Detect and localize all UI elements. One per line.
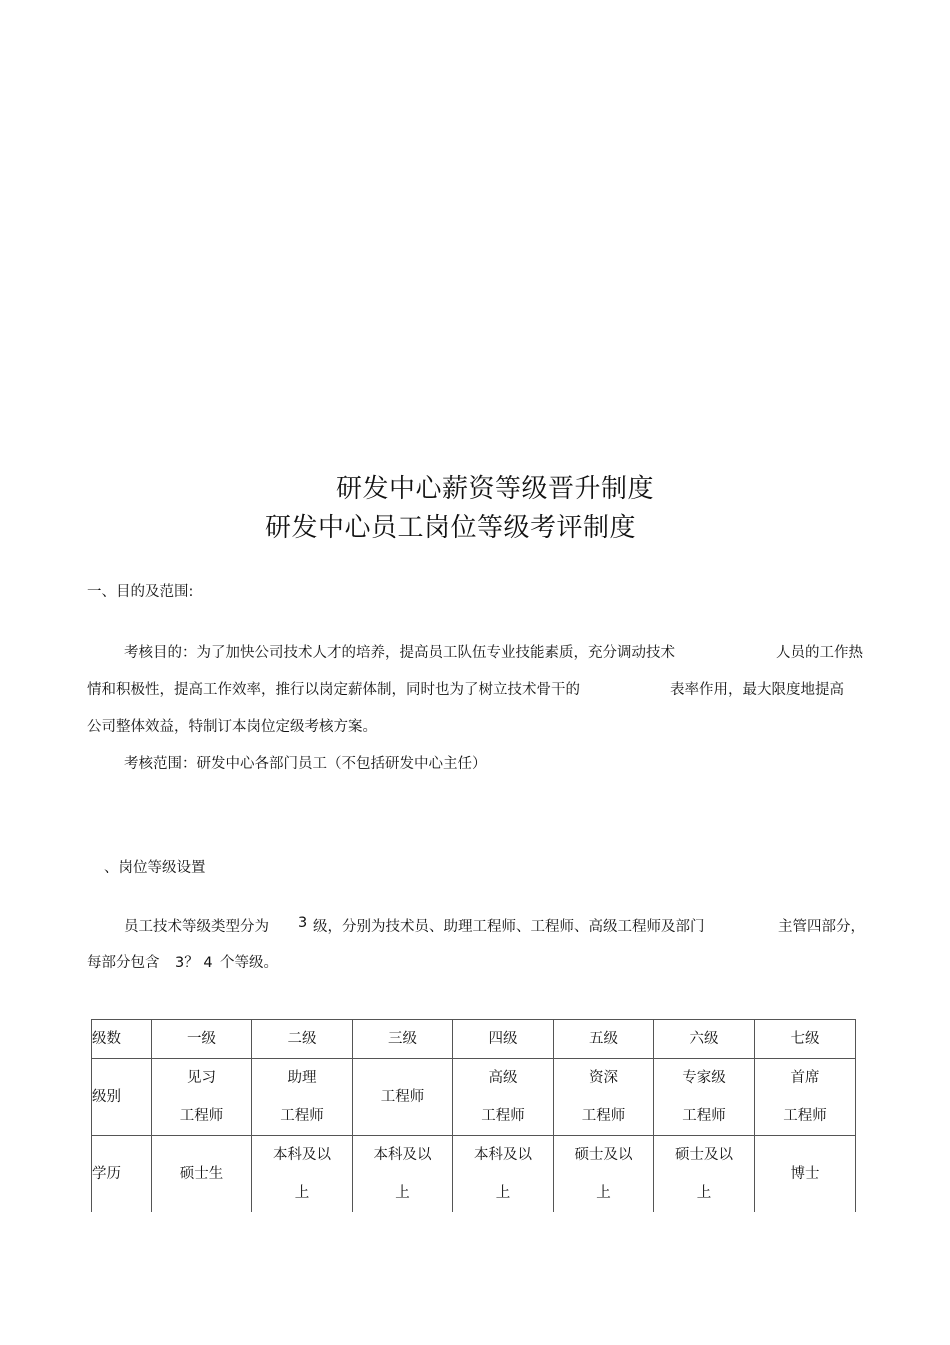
table-cell-text: 硕士生 [179,1166,224,1182]
table-cell [554,1020,654,1059]
table-cell [453,1136,554,1213]
table-cell [252,1059,353,1136]
table-cell-text: 工程师 [783,1108,827,1124]
table-row-header: 学历 [92,1136,152,1213]
table-row [92,1059,856,1136]
table-cell [554,1059,654,1136]
table-cell [453,1020,554,1059]
table-cell-text: 工程师 [179,1108,224,1124]
scope-line: 考核范围：研发中心各部门员工（不包括研发中心主任） [124,756,487,772]
table-cell-text: 工程师 [481,1108,525,1124]
table-cell-text: 上 [294,1185,310,1201]
grade-table [91,1019,856,1212]
section-1-heading: 一、目的及范围: [87,584,194,600]
table-cell-text: 上 [495,1185,511,1201]
table-cell [453,1059,554,1136]
section-2-heading: 、岗位等级设置 [104,860,206,876]
table-cell [755,1059,856,1136]
table-cell-text: 工程师 [581,1108,626,1124]
grade-desc-2a: 每部分包含 [87,955,160,971]
table-cell-text: 上 [696,1185,712,1201]
purpose-line-3: 公司整体效益，特制订本岗位定级考核方案。 [87,719,377,735]
grade-desc-1-num: 3 [298,915,308,931]
table-cell-text: 高级 [488,1070,518,1086]
purpose-line-1a: 考核目的：为了加快公司技术人才的培养，提高员工队伍专业技能素质，充分调动技术 [124,645,675,661]
purpose-line-2a: 情和积极性，提高工作效率，推行以岗定薪体制，同时也为了树立技术骨干的 [87,682,580,698]
table-cell-text: 三级 [388,1031,417,1047]
table-cell-text: 上 [395,1185,410,1201]
grade-desc-2b: 3？ 4 [175,955,213,971]
table-row [92,1136,856,1213]
grade-desc-1c: 主管四部分， [778,919,865,935]
table-cell-text: 本科及以 [373,1147,432,1163]
table-cell [152,1136,252,1213]
grade-desc-2c: 个等级。 [220,955,278,971]
table-cell [152,1059,252,1136]
table-cell-text: 上 [596,1185,611,1201]
table-cell-text: 博士 [790,1166,820,1182]
table-cell [252,1136,353,1213]
table-cell [554,1136,654,1213]
table-row-header: 级别 [92,1059,152,1136]
table-cell-text: 硕士及以 [574,1147,633,1163]
table-row-header: 级数 [92,1020,152,1059]
table-cell [755,1020,856,1059]
table-cell-text: 工程师 [280,1108,324,1124]
table-cell-text: 二级 [287,1031,317,1047]
table-cell [654,1059,755,1136]
table-cell [755,1136,856,1213]
table-cell [353,1136,453,1213]
table-cell-text: 硕士及以 [675,1147,733,1163]
table-cell [353,1020,453,1059]
table-cell-text: 见习 [187,1070,216,1086]
table-cell-text: 一级 [187,1031,216,1047]
table-cell [654,1020,755,1059]
table-cell-text: 七级 [790,1031,820,1047]
table-cell-text: 专家级 [682,1070,726,1086]
table-cell-text: 工程师 [380,1089,425,1105]
table-cell [654,1136,755,1213]
table-cell-text: 工程师 [682,1108,726,1124]
document-subtitle: 研发中心员工岗位等级考评制度 [265,513,637,543]
table-cell [353,1059,453,1136]
table-row [92,1020,856,1059]
table-cell [152,1020,252,1059]
document-title: 研发中心薪资等级晋升制度 [336,474,655,504]
table-cell-text: 首席 [790,1070,820,1086]
purpose-line-1b: 人员的工作热 [776,645,863,661]
grade-desc-1b: 级，分别为技术员、助理工程师、工程师、高级工程师及部门 [313,919,705,935]
table-cell-text: 本科及以 [474,1147,532,1163]
table-cell-text: 本科及以 [273,1147,331,1163]
table-cell-text: 资深 [589,1070,618,1086]
table-cell-text: 六级 [689,1031,719,1047]
grade-desc-1a: 员工技术等级类型分为 [124,919,269,935]
table-cell [252,1020,353,1059]
table-cell-text: 四级 [488,1031,518,1047]
table-cell-text: 助理 [287,1070,317,1086]
table-cell-text: 五级 [589,1031,618,1047]
purpose-line-2b: 表率作用，最大限度地提高 [670,682,844,698]
